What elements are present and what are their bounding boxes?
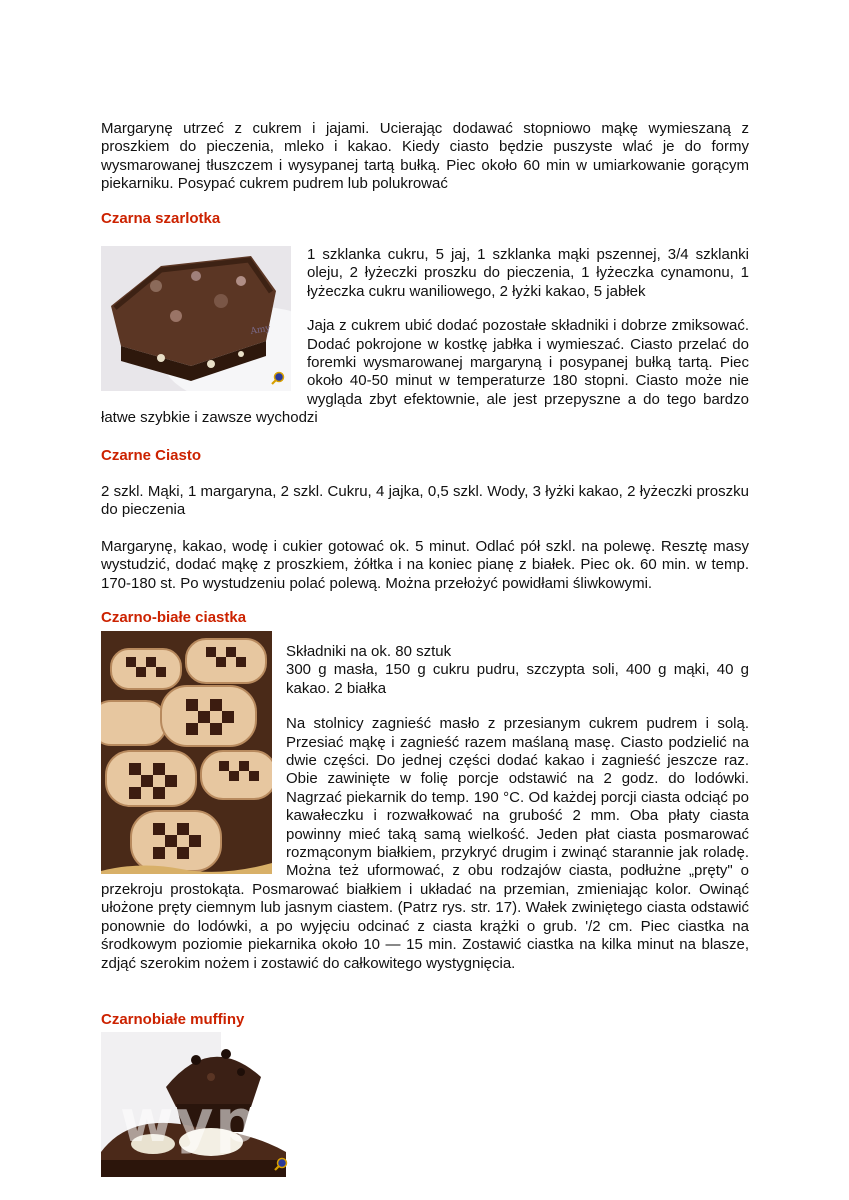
watermark: wypiekinydomowe.pl bbox=[120, 1087, 844, 1155]
zoom-magnifier-icon[interactable] bbox=[274, 1157, 288, 1171]
svg-text:Amy: Amy bbox=[249, 323, 272, 337]
szarlotka-method: Jaja z cukrem ubić dodać pozostałe składniki i dobrze zmiksować. Dodać pokrojone w kostkę jabłka i wymieszać. Ciasto przelać do foremki wysmarowanej margaryną i posypanej bułką tartą. Piec około 40-50 minut w temperaturze 180 stopni. Ciasto może nie wygląda zbyt efektownie, ale jest przepyszne a do tego bardzo łatwe szybkie i zawsze wychodzi bbox=[101, 317, 749, 427]
ciastka-ingredients: 300 g masła, 150 g cukru pudru, szczypta soli, 400 g mąki, 40 g kakao. 2 białka bbox=[286, 661, 749, 697]
section-title-czarne-ciasto: Czarne Ciasto bbox=[101, 447, 202, 464]
szarlotka-photo-image bbox=[101, 246, 291, 391]
czarne-ciasto-method: Margarynę, kakao, wodę i cukier gotować ok. 5 minut. Odlać pół szkl. na polewę. Resztę masy wystudzić, dodać mąkę z proszkiem, żółtka i na koniec pianę z białek. Piec ok. 60 min. w temp. 170-180 st. Po wystudzeniu polać polewą. Można przełożyć powidłami śliwkowymi. bbox=[101, 537, 749, 592]
szarlotka-ingredients: 1 szklanka cukru, 5 jaj, 1 szklanka mąki pszennej, 3/4 szklanki oleju, 2 łyżeczki proszku do pieczenia, 1 łyżeczka cynamonu, 1 łyżeczka cukru waniliowego, 2 łyżki kakao, 5 jabłek bbox=[307, 246, 749, 300]
intro-block bbox=[101, 120, 749, 194]
ciastka-method: Na stolnicy zagnieść masło z przesianym cukrem pudrem i solą. Przesiać mąkę i zagnieść razem maślaną masę. Ciasto podzielić na dwie części. Do jednej części dodać kakao i zagnieść jeszcze raz. Obie zawinięte w folię porcje odstawić na 2 godz. do lodówki. Nagrzać piekarnik do temp. 190 °C. Od każdej porcji ciasta odciąć po kawałeczku i rozwałkować na grubość 2 mm. Oba płaty ciasta powinny mieć taką samą wielkość. Jeden płat ciasta posmarować rozmąconym białkiem, przykryć drugim i zwinąć starannie jak roladę. Można też uformować, z obu rodzajów ciasta, podłużne „pręty" o przekroju prostokąta. Posmarować białkiem i układać na przemian, zmieniając kolor. Owinąć ułożone pręty ciemnym lub jasnym ciastem. (Patrz rys. str. 17). Wałek zwiniętego ciasta odstawić ponownie do lodówki, a po wyjęciu odcinać z ciasta krążki o grub. '/2 cm. Piec ciastka na środkowym poziomie piekarnika około 10 — 15 min. Zostawić ciastka na kilka minut na blasze, zdjąć szerokim nożem i zostawić do całkowitego wystygnięcia. bbox=[101, 715, 749, 972]
zoom-magnifier-icon[interactable] bbox=[271, 371, 285, 385]
section-title-czarno-biale-ciastka: Czarno-białe ciastka bbox=[101, 609, 247, 626]
section-body-czarne-ciasto bbox=[101, 483, 749, 593]
czarne-ciasto-ingredients: 2 szkl. Mąki, 1 margaryna, 2 szkl. Cukru, 4 jajka, 0,5 szkl. Wody, 3 łyżki kakao, 2 łyżeczki proszku do pieczenia bbox=[101, 483, 749, 519]
intro-paragraph: Margarynę utrzeć z cukrem i jajami. Ucierając dodawać stopniowo mąkę wymieszaną z proszkiem do pieczenia, mleko i kakao. Kiedy ciasto będzie puszyste wlać je do formy wysmarowanej tłuszczem i wysypanej tartą bułką. Piec około 60 min w umiarkowanie gorącym piekarniku. Posypać cukrem pudrem lub polukrować bbox=[101, 120, 749, 193]
section-title-czarnobiale-muffiny: Czarnobiałe muffiny bbox=[101, 1011, 245, 1028]
szarlotka-photo bbox=[101, 246, 291, 391]
ciastka-photo-image bbox=[101, 631, 272, 874]
section-title-czarna-szarlotka: Czarna szarlotka bbox=[101, 210, 221, 227]
section-body-czarna-szarlotka bbox=[101, 246, 749, 428]
ciastka-yield: Składniki na ok. 80 sztuk bbox=[286, 643, 452, 660]
ciastka-photo bbox=[101, 631, 272, 874]
section-body-czarno-biale-ciastka bbox=[101, 643, 749, 973]
